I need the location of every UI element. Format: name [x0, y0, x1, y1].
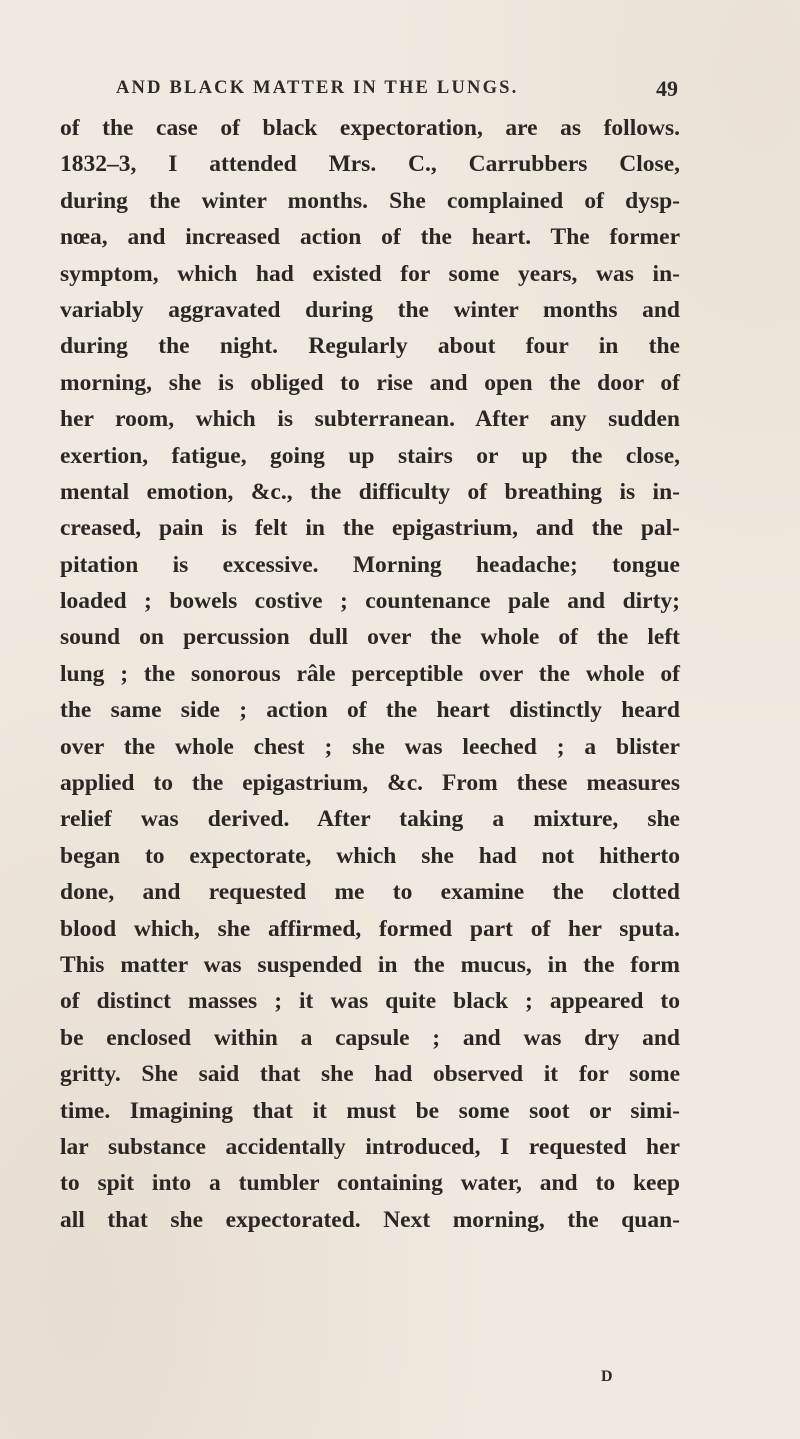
text-line: morning, she is obliged to rise and open the door of — [60, 369, 680, 396]
text-line: time. Imagining that it must be some soot or simi- — [60, 1097, 680, 1124]
text-line: pitation is excessive. Morning headache; tongue — [60, 551, 680, 578]
text-line: of distinct masses ; it was quite black ; appeared to — [60, 988, 680, 1015]
running-head — [116, 78, 678, 106]
text-line: of the case of black expectoration, are as follows. — [60, 115, 680, 141]
text-line: symptom, which had existed for some years, was in- — [60, 260, 680, 287]
text-line: the same side ; action of the heart distinctly heard — [60, 697, 680, 724]
text-line: during the night. Regularly about four in the — [60, 333, 680, 360]
text-line: This matter was suspended in the mucus, in the form — [60, 951, 680, 978]
text-line: gritty. She said that she had observed it for some — [60, 1061, 680, 1088]
text-line: be enclosed within a capsule ; and was dry and — [60, 1024, 680, 1051]
text-line: relief was derived. After taking a mixture, she — [60, 806, 680, 833]
text-line: sound on percussion dull over the whole of the left — [60, 624, 680, 651]
text-line: mental emotion, &c., the difficulty of breathing is in- — [60, 478, 680, 505]
text-line: over the whole chest ; she was leeched ; a blister — [60, 733, 680, 760]
text-line: nœa, and increased action of the heart. The former — [60, 224, 680, 251]
text-line: began to expectorate, which she had not hitherto — [60, 842, 680, 869]
text-line: to spit into a tumbler containing water, and to keep — [60, 1170, 680, 1197]
text-line: during the winter months. She complained of dysp- — [60, 187, 680, 214]
text-line: variably aggravated during the winter months and — [60, 296, 680, 323]
text-line: her room, which is subterranean. After any sudden — [60, 406, 680, 433]
signature-mark: D — [601, 1368, 613, 1385]
text-line: loaded ; bowels costive ; countenance pale and dirty; — [60, 588, 680, 615]
text-line: creased, pain is felt in the epigastrium, and the pal- — [60, 515, 680, 542]
body-text — [60, 110, 680, 1238]
text-line: done, and requested me to examine the clotted — [60, 879, 680, 906]
page-number: 49 — [656, 76, 678, 101]
text-line: lar substance accidentally introduced, I requested her — [60, 1133, 680, 1160]
text-line: 1832–3, I attended Mrs. C., Carrubbers Close, — [60, 151, 680, 178]
text-line: all that she expectorated. Next morning, the quan- — [60, 1206, 680, 1233]
running-title: AND BLACK MATTER IN THE LUNGS. — [116, 78, 519, 98]
text-line: blood which, she affirmed, formed part of her sputa. — [60, 915, 680, 942]
text-line: applied to the epigastrium, &c. From these measures — [60, 770, 680, 797]
text-line: exertion, fatigue, going up stairs or up the close, — [60, 442, 680, 469]
text-line: lung ; the sonorous râle perceptible over the whole of — [60, 660, 680, 687]
